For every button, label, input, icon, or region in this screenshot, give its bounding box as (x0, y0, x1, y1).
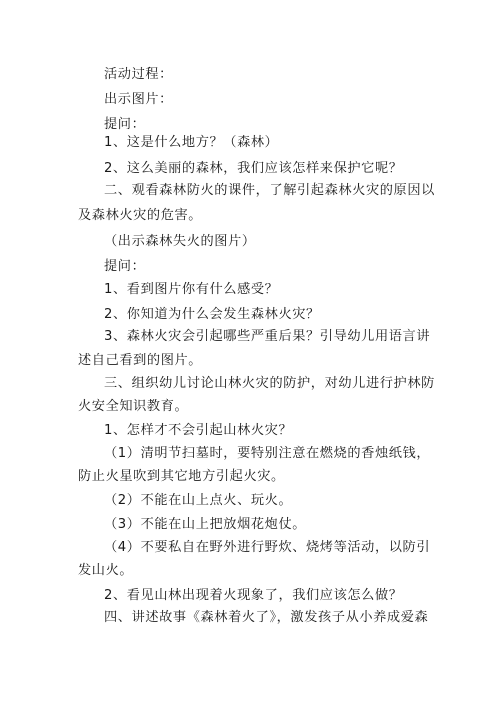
text-line: 发山火。 (78, 563, 134, 578)
text-line: 2、这么美丽的森林，我们应该怎样来保护它呢？ (104, 161, 403, 176)
text-line: 1、看到图片你有什么感受？ (104, 282, 279, 297)
text-line: 述自己看到的图片。 (78, 353, 203, 368)
text-line: 提问： (104, 117, 146, 132)
text-line: 1、这是什么地方？（森林） (104, 135, 279, 150)
text-line: 出示图片： (104, 92, 173, 107)
text-line: 三、组织幼儿讨论山林火灾的防护，对幼儿进行护林防 (104, 376, 435, 391)
text-line: 火安全知识教育。 (78, 399, 189, 414)
text-line: 提问： (104, 259, 146, 274)
text-line: 防止火星吹到其它地方引起火灾。 (78, 469, 285, 484)
text-line: 及森林火灾的危害。 (78, 208, 203, 223)
text-line: 二、观看森林防火的课件，了解引起森林火灾的原因以 (104, 183, 435, 198)
text-line: （出示森林失火的图片） (104, 234, 256, 249)
text-line: （3）不能在山上把放烟花炮仗。 (104, 517, 307, 532)
text-line: 1、怎样才不会引起山林火灾？ (104, 423, 293, 438)
text-line: （2）不能在山上点火、玩火。 (104, 493, 293, 508)
text-line: 3、森林火灾会引起哪些严重后果？引导幼儿用语言讲 (104, 329, 431, 344)
text-line: （1）清明节扫墓时，要特别注意在燃烧的香烛纸钱， (104, 446, 431, 461)
text-line: 2、你知道为什么会发生森林火灾？ (104, 307, 320, 322)
text-line: （4）不要私自在野外进行野炊、烧烤等活动，以防引 (104, 540, 431, 555)
text-line: 四、讲述故事《森林着火了》，激发孩子从小养成爱森 (104, 610, 429, 625)
text-line: 活动过程： (104, 67, 173, 82)
text-line: 2、看见山林出现着火现象了，我们应该怎么做？ (104, 588, 403, 603)
